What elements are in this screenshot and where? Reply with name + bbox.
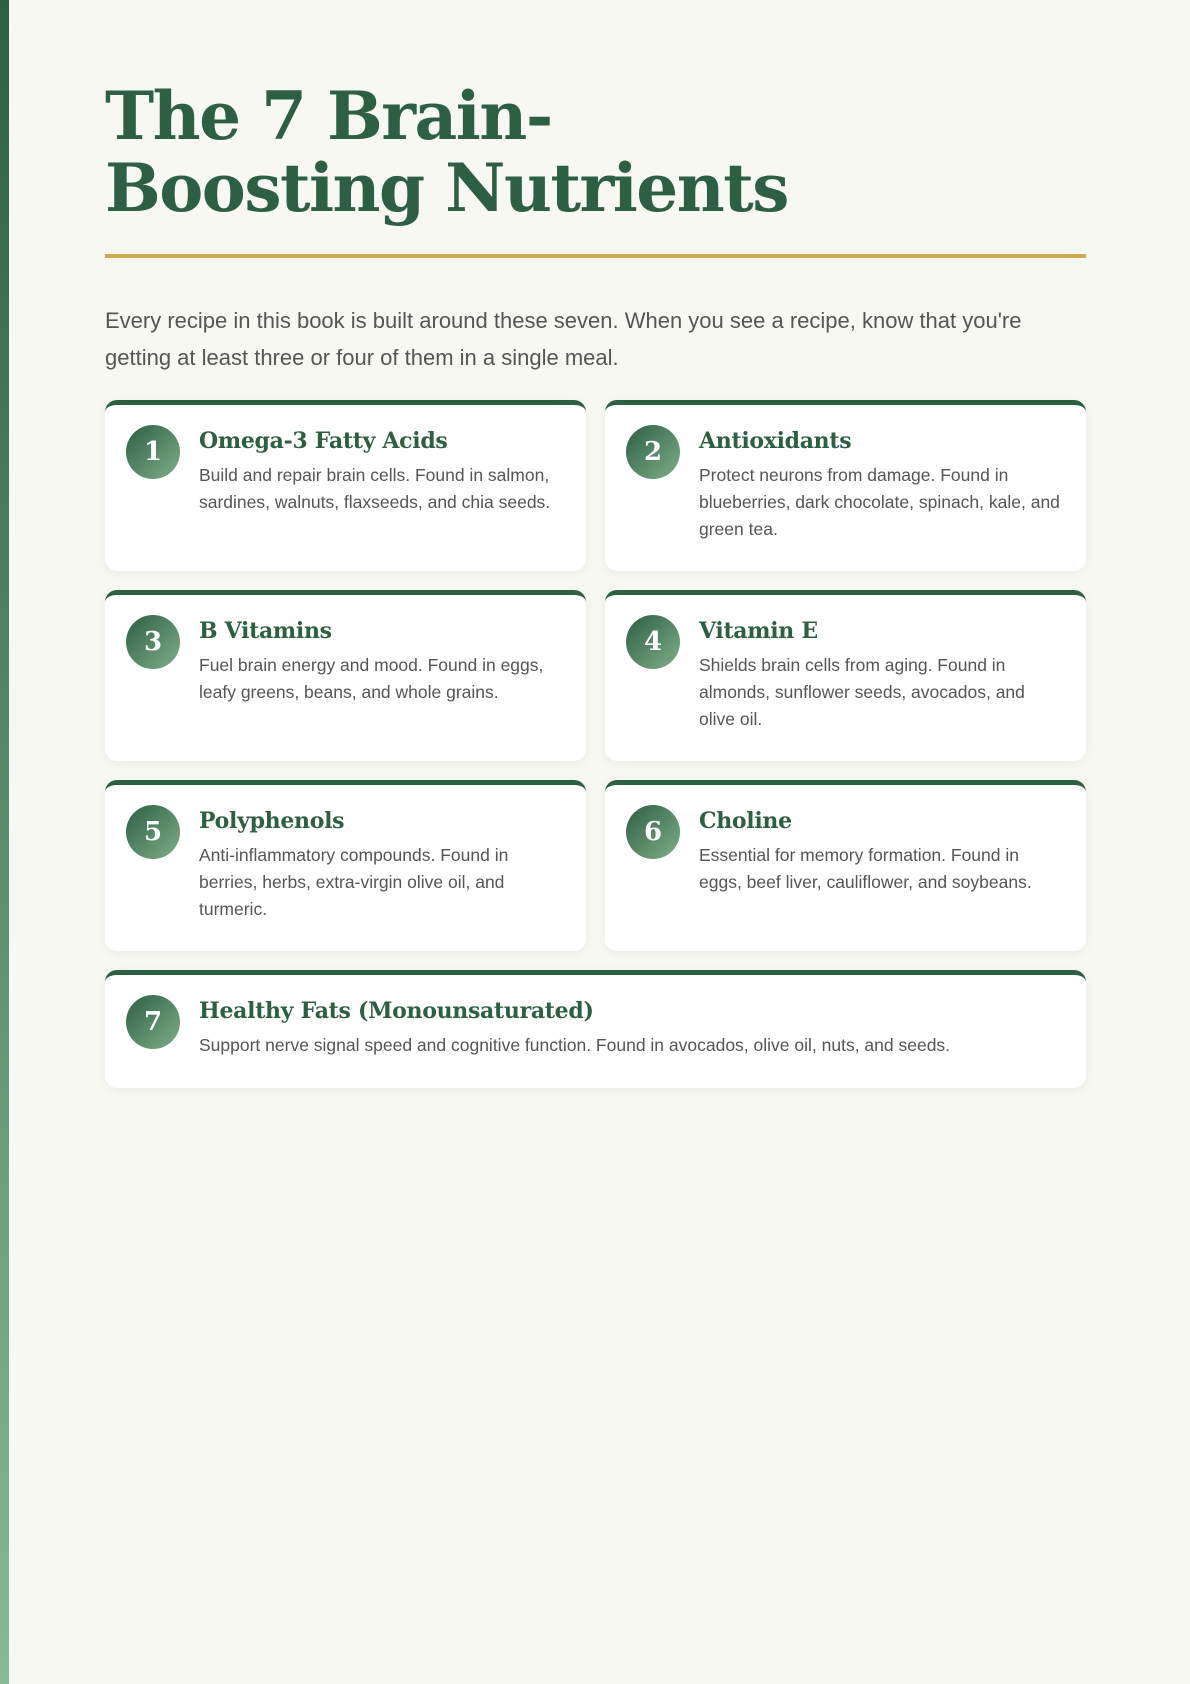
number-badge: 2: [626, 425, 680, 479]
card-body: [699, 615, 1066, 741]
nutrient-name: B Vitamins: [199, 618, 332, 644]
nutrient-name: Healthy Fats (Monounsaturated): [199, 998, 594, 1024]
nutrient-description: Build and repair brain cells. Found in salmon, sardines, walnuts, flaxseeds, and chia seeds.: [199, 465, 551, 512]
nutrient-name: Vitamin E: [699, 618, 818, 644]
intro-paragraph: Every recipe in this book is built around these seven. When you see a recipe, know that you're getting at least three or four of them in a single meal.: [105, 308, 1022, 370]
number-badge: 4: [626, 615, 680, 669]
card-body: [699, 805, 1066, 931]
decorative-side-bar: [0, 0, 9, 1684]
nutrient-description: Shields brain cells from aging. Found in almonds, sunflower seeds, avocados, and olive oil.: [699, 655, 1025, 729]
card-body: [199, 805, 566, 931]
nutrient-card-7: [105, 970, 1086, 1088]
title-divider: [105, 254, 1086, 258]
nutrient-card-4: [605, 590, 1086, 761]
nutrient-description: Support nerve signal speed and cognitive function. Found in avocados, olive oil, nuts, and seeds.: [199, 1035, 951, 1055]
nutrient-description: Protect neurons from damage. Found in blueberries, dark chocolate, spinach, kale, and green tea.: [699, 465, 1060, 539]
nutrient-name: Omega-3 Fatty Acids: [199, 428, 448, 454]
nutrient-description: Fuel brain energy and mood. Found in eggs, leafy greens, beans, and whole grains.: [199, 655, 544, 702]
number-badge: 6: [626, 805, 680, 859]
nutrient-description: Anti-inflammatory compounds. Found in berries, herbs, extra-virgin olive oil, and turmeric.: [199, 845, 509, 919]
nutrient-card-5: [105, 780, 586, 951]
nutrient-card-3: [105, 590, 586, 761]
card-body: [199, 425, 566, 551]
number-badge: 7: [126, 995, 180, 1049]
page-title: The 7 Brain-Boosting Nutrients: [105, 77, 788, 227]
nutrient-description: Essential for memory formation. Found in eggs, beef liver, cauliflower, and soybeans.: [699, 845, 1032, 892]
number-badge: 3: [126, 615, 180, 669]
card-body: [199, 615, 566, 741]
nutrient-card-6: [605, 780, 1086, 951]
nutrient-grid: [105, 400, 1086, 1088]
nutrient-name: Antioxidants: [699, 428, 852, 454]
nutrient-card-1: [105, 400, 586, 571]
card-body: [699, 425, 1066, 551]
page-content: [105, 0, 1086, 1088]
nutrient-name: Polyphenols: [199, 808, 345, 834]
nutrient-card-2: [605, 400, 1086, 571]
card-body: [199, 995, 1066, 1068]
nutrient-name: Choline: [699, 808, 792, 834]
number-badge: 1: [126, 425, 180, 479]
number-badge: 5: [126, 805, 180, 859]
